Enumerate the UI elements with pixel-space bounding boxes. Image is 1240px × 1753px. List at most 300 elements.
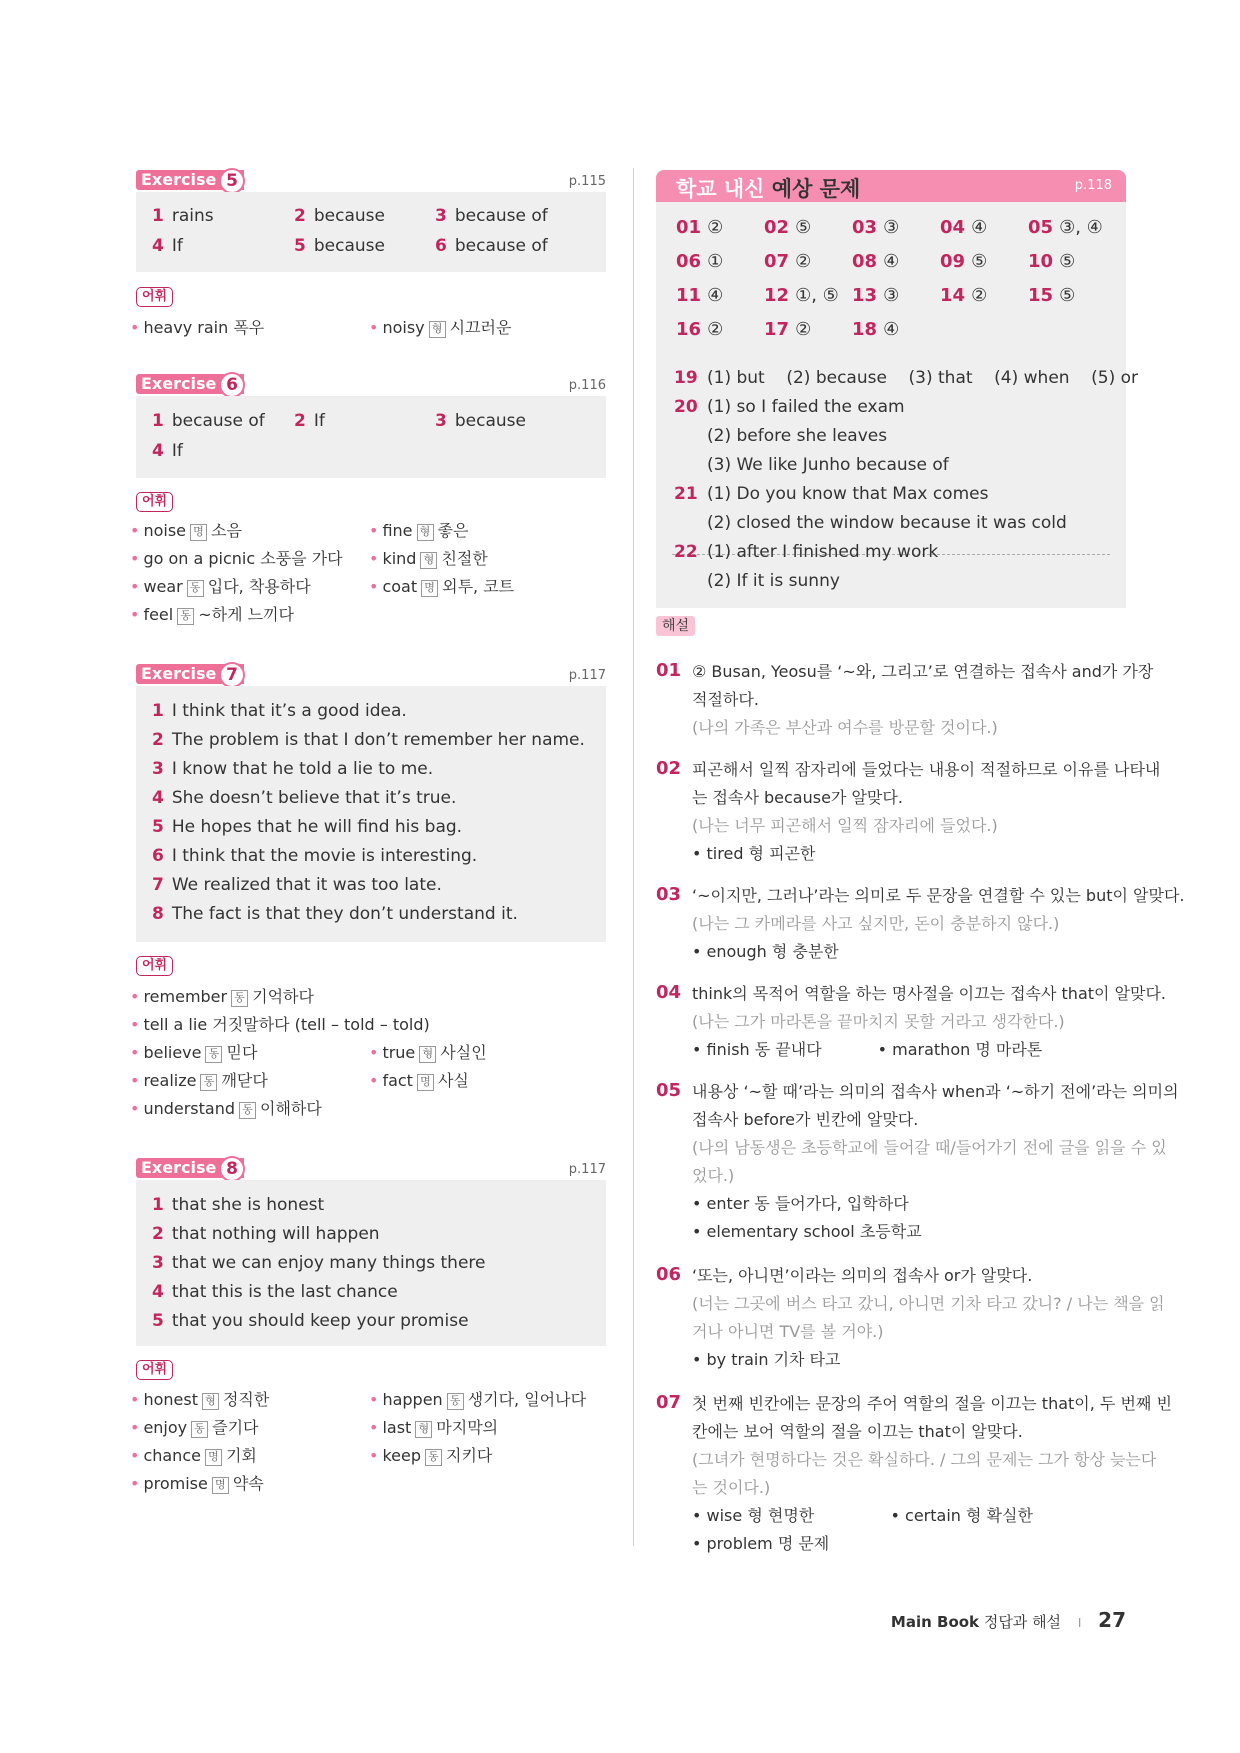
bullet-icon: • [130, 318, 140, 337]
footer-book: Main Book [890, 1613, 980, 1631]
translation-line: (너는 그곳에 버스 타고 갔니, 아니면 기차 타고 갔니? / 나는 책을 읽 [692, 1294, 1165, 1313]
answer-number: 1 [152, 411, 164, 431]
mc-answer [764, 319, 811, 340]
mc-answer [676, 319, 723, 340]
bullet-icon: • [369, 1390, 379, 1409]
ex6-vocab-item [130, 518, 242, 541]
vocab-meaning: 사실 [437, 1071, 469, 1090]
mc-answer [852, 319, 899, 340]
mc-answer [1028, 217, 1103, 238]
short-answer [674, 542, 938, 562]
sentence-text: He hopes that he will find his bag. [171, 817, 463, 837]
answer-text: because of [454, 236, 548, 256]
vocab-meaning: 입다, 착용하다 [207, 577, 311, 596]
ex6-vocab-item [130, 574, 311, 597]
sentence-item [152, 846, 477, 866]
sentence-number: 3 [152, 1253, 164, 1273]
pos-badge: 형 [419, 1046, 436, 1063]
short-text: (2) closed the window because it was cold [707, 513, 1067, 533]
page-footer [891, 1608, 1126, 1632]
footer-separator: I [1077, 1616, 1082, 1630]
sentence-item [152, 1253, 485, 1273]
ex7-page-ref: p.117 [568, 668, 606, 683]
pos-badge: 형 [429, 321, 446, 338]
ex6-vocab-item [369, 518, 468, 541]
pos-badge: 명 [205, 1449, 222, 1466]
answer-text: because [454, 411, 526, 431]
translation-line: (그녀가 현명하다는 것은 확실하다. / 그의 문제는 그가 항상 늦는다 [692, 1450, 1157, 1469]
mc-number: 17 [764, 319, 790, 340]
ex6-answer-box [136, 396, 606, 478]
mc-answer [764, 285, 839, 306]
explanation-line: think의 목적어 역할을 하는 명사절을 이끄는 접속사 that이 알맞다. [692, 984, 1167, 1003]
vocab-meaning: 이해하다 [260, 1099, 322, 1118]
pos-badge: 동 [425, 1449, 442, 1466]
mc-number: 14 [940, 285, 966, 306]
ex8-vocab-item [130, 1471, 264, 1494]
mc-choice: ③, ④ [1059, 217, 1103, 238]
ex6-vocab-item [369, 546, 488, 569]
ex7-label: Exercise [136, 664, 244, 684]
sentence-text: I know that he told a lie to me. [171, 759, 434, 779]
ex8-vocab-item [130, 1443, 257, 1466]
sentence-text: that nothing will happen [171, 1224, 380, 1244]
explanation-number: 01 [656, 660, 682, 681]
ex8-answer-box [136, 1180, 606, 1346]
answer-text: because [313, 236, 385, 256]
vocab-meaning: 즐기다 [212, 1418, 259, 1437]
short-text: (2) If it is sunny [707, 571, 840, 591]
pos-badge: 형 [420, 552, 437, 569]
mc-answer [1028, 285, 1075, 306]
translation-line: (나는 너무 피곤해서 일찍 잠자리에 들었다.) [692, 816, 998, 835]
answer-item [435, 206, 548, 226]
pos-badge: 명 [421, 580, 438, 597]
explanation-number: 04 [656, 982, 682, 1003]
answer-number: 4 [152, 441, 164, 461]
ex5-header [136, 168, 606, 192]
sentence-item [152, 1224, 380, 1244]
bullet-icon: • [369, 318, 379, 337]
short-answer [674, 397, 905, 417]
pos-badge: 형 [202, 1393, 219, 1410]
explanation-line: ② Busan, Yeosu를 ‘~와, 그리고’로 연결하는 접속사 and가 가장 [692, 662, 1154, 681]
explanation-line: ‘~이지만, 그러나’라는 의미로 두 문장을 연결할 수 있는 but이 알맞다. [692, 886, 1185, 905]
vocab-word: believe [143, 1043, 202, 1062]
sentence-text: I think that it’s a good idea. [171, 701, 407, 721]
short-number: 19 [674, 368, 698, 388]
short-number: 20 [674, 397, 698, 417]
vocab-word: chance [143, 1446, 201, 1465]
bullet-icon: • [130, 605, 140, 624]
vocab-meaning: 믿다 [226, 1043, 258, 1062]
pos-badge: 동 [447, 1393, 464, 1410]
ex6-vocab-item [369, 574, 514, 597]
vocab-word: true [382, 1043, 416, 1062]
vocab-meaning: 정직한 [222, 1390, 270, 1409]
short-text: (2) before she leaves [707, 426, 888, 446]
vocab-word: tell a lie [143, 1015, 208, 1034]
mc-choice: ② [795, 251, 812, 272]
exam-title [676, 173, 860, 203]
answer-item [152, 441, 183, 461]
answer-number: 4 [152, 236, 164, 256]
explanation-number: 07 [656, 1392, 682, 1413]
bullet-icon: • [130, 1474, 140, 1493]
explanation-line: 적절하다. [692, 690, 759, 709]
sentence-item [152, 701, 407, 721]
vocab-meaning: 거짓말하다 (tell – told – told) [212, 1015, 430, 1034]
ex8-vocab-item [369, 1443, 492, 1466]
sentence-text: that this is the last chance [171, 1282, 398, 1302]
bullet-icon: • [369, 1043, 379, 1062]
vocab-line: • enough 형 충분한 [692, 942, 839, 961]
answer-number: 2 [294, 206, 306, 226]
mc-choice: ③ [883, 285, 900, 306]
bullet-icon: • [369, 577, 379, 596]
explanation-line: 첫 번째 빈칸에는 문장의 주어 역할의 절을 이끄는 that이, 두 번째 빈 [692, 1394, 1172, 1413]
pos-badge: 동 [231, 990, 248, 1007]
answer-text: because of [171, 411, 265, 431]
mc-answer [940, 251, 987, 272]
vocab-meaning: 사실인 [440, 1043, 487, 1062]
mc-choice: ④ [883, 319, 900, 340]
sentence-item [152, 817, 462, 837]
sentence-number: 2 [152, 1224, 164, 1244]
vocab-word: go on a picnic [143, 549, 256, 568]
sentence-item [152, 875, 442, 895]
sentence-item [152, 759, 433, 779]
mc-answer [852, 251, 899, 272]
vocab-meaning: 깨닫다 [221, 1071, 268, 1090]
ex7-header [136, 662, 606, 686]
vocab-word: honest [143, 1390, 198, 1409]
ex7-vocab-item [130, 1040, 257, 1063]
ex5-answer-box [136, 192, 606, 272]
sentence-number: 8 [152, 904, 164, 924]
vocab-line: • by train 기차 타고 [692, 1350, 841, 1369]
explanation-line: 칸에는 보어 역할의 절을 이끄는 that이 알맞다. [692, 1422, 1023, 1441]
vocab-meaning: 친절한 [441, 549, 488, 568]
ex7-answer-box [136, 686, 606, 942]
sentence-text: that we can enjoy many things there [171, 1253, 486, 1273]
translation-line: (나는 그가 마라톤을 끝마치지 못할 거라고 생각한다.) [692, 1012, 1065, 1031]
ex7-vocab-tag: 어휘 [136, 956, 173, 976]
ex7-vocab-item [130, 1068, 268, 1091]
mc-number: 05 [1028, 217, 1054, 238]
vocab-meaning: 시끄러운 [449, 318, 512, 337]
pos-badge: 동 [191, 1421, 208, 1438]
vocab-word: feel [143, 605, 174, 624]
vocab-word: fact [382, 1071, 413, 1090]
ex8-label: Exercise [136, 1158, 244, 1178]
ex5-vocab-tag: 어휘 [136, 287, 173, 307]
mc-answer [676, 285, 723, 306]
mc-number: 11 [676, 285, 702, 306]
answer-text: because [313, 206, 385, 226]
bullet-icon: • [369, 1446, 379, 1465]
mc-number: 04 [940, 217, 966, 238]
sentence-number: 5 [152, 817, 164, 837]
explanation-line: 내용상 ‘~할 때’라는 의미의 접속사 when과 ‘~하기 전에’라는 의미의 [692, 1082, 1179, 1101]
ex5-number: 5 [219, 168, 245, 194]
vocab-word: fine [382, 521, 413, 540]
vocab-line: • finish 동 끝내다 • marathon 명 마라톤 [692, 1040, 1043, 1059]
short-answer [674, 426, 887, 446]
vocab-meaning: 생기다, 일어나다 [467, 1390, 587, 1409]
mc-choice: ①, ⑤ [795, 285, 839, 306]
translation-line: 거나 아니면 TV를 볼 거야.) [692, 1322, 884, 1341]
ex8-number: 8 [219, 1156, 245, 1182]
pos-badge: 동 [187, 580, 204, 597]
ex5-page-ref: p.115 [568, 174, 606, 189]
sentence-item [152, 788, 456, 808]
sentence-item [152, 1195, 324, 1215]
mc-choice: ④ [971, 217, 988, 238]
answer-text: If [313, 411, 325, 431]
sentence-item [152, 904, 518, 924]
page-number: 27 [1098, 1608, 1126, 1632]
mc-answer [764, 251, 811, 272]
mc-choice: ⑤ [971, 251, 988, 272]
footer-sub: 정답과 해설 [983, 1613, 1062, 1631]
mc-number: 02 [764, 217, 790, 238]
bullet-icon: • [130, 1043, 140, 1062]
mc-number: 07 [764, 251, 790, 272]
answer-text: rains [171, 206, 214, 226]
sentence-number: 1 [152, 1195, 164, 1215]
mc-choice: ① [707, 251, 724, 272]
bullet-icon: • [130, 521, 140, 540]
ex8-vocab-item [369, 1387, 586, 1410]
answer-item [152, 206, 214, 226]
bullet-icon: • [369, 521, 379, 540]
sentence-number: 7 [152, 875, 164, 895]
mc-number: 09 [940, 251, 966, 272]
mc-answer [676, 217, 723, 238]
vocab-word: last [382, 1418, 412, 1437]
bullet-icon: • [369, 549, 379, 568]
vocab-word: heavy rain [143, 318, 229, 337]
mc-choice: ② [795, 319, 812, 340]
bullet-icon: • [130, 987, 140, 1006]
mc-answer [940, 217, 987, 238]
ex8-vocab-tag: 어휘 [136, 1360, 173, 1380]
mc-answer [852, 217, 899, 238]
answer-item [152, 411, 265, 431]
mc-choice: ③ [883, 217, 900, 238]
sentence-text: I think that the movie is interesting. [171, 846, 478, 866]
short-text: (1) after I finished my work [707, 542, 939, 562]
vocab-meaning: 폭우 [233, 318, 265, 337]
pos-badge: 명 [212, 1477, 229, 1494]
answer-text: If [171, 441, 183, 461]
short-number: 21 [674, 484, 698, 504]
pos-badge: 동 [200, 1074, 217, 1091]
bullet-icon: • [130, 1446, 140, 1465]
sentence-number: 4 [152, 1282, 164, 1302]
vocab-meaning: 소풍을 가다 [260, 549, 343, 568]
explanation-number: 06 [656, 1264, 682, 1285]
mc-choice: ② [707, 217, 724, 238]
translation-line: 는 것이다.) [692, 1478, 771, 1497]
mc-number: 03 [852, 217, 878, 238]
mc-answer [940, 285, 987, 306]
sentence-item [152, 1282, 398, 1302]
ex6-vocab-tag: 어휘 [136, 492, 173, 512]
pos-badge: 동 [177, 608, 194, 625]
ex5-vocab-item [130, 315, 264, 338]
sentence-number: 2 [152, 730, 164, 750]
ex8-vocab-item [369, 1415, 498, 1438]
short-answer [674, 484, 988, 504]
vocab-line: • elementary school 초등학교 [692, 1222, 922, 1241]
explanation-line: 피곤해서 일찍 잠자리에 들었다는 내용이 적절하므로 이유를 나타내 [692, 760, 1161, 779]
short-answer [674, 455, 949, 475]
explanation-number: 02 [656, 758, 682, 779]
short-text: (1) but (2) because (3) that (4) when (5) or [707, 368, 1139, 388]
column-divider [633, 168, 634, 1546]
short-number: 22 [674, 542, 698, 562]
sentence-number: 5 [152, 1311, 164, 1331]
ex6-number: 6 [219, 372, 245, 398]
pos-badge: 형 [417, 524, 434, 541]
pos-badge: 명 [417, 1074, 434, 1091]
ex8-vocab-item [130, 1415, 259, 1438]
vocab-word: promise [143, 1474, 208, 1493]
ex8-vocab-item [130, 1387, 269, 1410]
answer-number: 5 [294, 236, 306, 256]
answer-item [294, 236, 385, 256]
mc-number: 13 [852, 285, 878, 306]
answer-item [152, 236, 183, 256]
answer-number: 2 [294, 411, 306, 431]
mc-number: 08 [852, 251, 878, 272]
translation-line: (나는 그 카메라를 사고 싶지만, 돈이 충분하지 않다.) [692, 914, 1060, 933]
mc-choice: ④ [707, 285, 724, 306]
ex8-header [136, 1156, 606, 1180]
pos-badge: 형 [415, 1421, 432, 1438]
explanation-number: 03 [656, 884, 682, 905]
explanation-number: 05 [656, 1080, 682, 1101]
explanation-line: 는 접속사 because가 알맞다. [692, 788, 903, 807]
exam-title-a: 학교 내신 [676, 177, 765, 201]
mc-answer [1028, 251, 1075, 272]
mc-number: 10 [1028, 251, 1054, 272]
answer-item [435, 411, 526, 431]
explanation-line: ‘또는, 아니면’이라는 의미의 접속사 or가 알맞다. [692, 1266, 1033, 1285]
bullet-icon: • [369, 1418, 379, 1437]
sentence-text: that you should keep your promise [171, 1311, 469, 1331]
pos-badge: 동 [239, 1102, 256, 1119]
vocab-meaning: 약속 [232, 1474, 264, 1493]
explanation-tag: 해설 [656, 616, 695, 636]
vocab-line: • wise 형 현명한 • certain 형 확실한 [692, 1506, 1033, 1525]
vocab-meaning: 지키다 [445, 1446, 493, 1465]
answer-number: 3 [435, 411, 447, 431]
vocab-word: remember [143, 987, 228, 1006]
vocab-line: • tired 형 피곤한 [692, 844, 816, 863]
ex6-label: Exercise [136, 374, 244, 394]
vocab-word: noise [143, 521, 186, 540]
mc-number: 15 [1028, 285, 1054, 306]
sentence-number: 4 [152, 788, 164, 808]
short-answer [674, 513, 1067, 533]
vocab-meaning: 기회 [225, 1446, 257, 1465]
answer-item [435, 236, 548, 256]
ex7-vocab-item [130, 1096, 322, 1119]
ex8-page-ref: p.117 [568, 1162, 606, 1177]
answer-item [294, 206, 385, 226]
ex6-header [136, 372, 606, 396]
mc-answer [676, 251, 723, 272]
mc-choice: ② [707, 319, 724, 340]
answer-number: 6 [435, 236, 447, 256]
translation-line: (나의 남동생은 초등학교에 들어갈 때/들어가기 전에 글을 읽을 수 있 [692, 1138, 1167, 1157]
ex6-vocab-item [130, 602, 294, 625]
mc-number: 16 [676, 319, 702, 340]
sentence-number: 3 [152, 759, 164, 779]
mc-number: 01 [676, 217, 702, 238]
sentence-text: She doesn’t believe that it’s true. [171, 788, 457, 808]
ex5-vocab-item [369, 315, 511, 338]
sentence-text: The fact is that they don’t understand it. [171, 904, 518, 924]
vocab-meaning: 좋은 [437, 521, 469, 540]
vocab-word: understand [143, 1099, 236, 1118]
translation-line: 었다.) [692, 1166, 735, 1185]
answer-item [294, 411, 325, 431]
bullet-icon: • [369, 1071, 379, 1090]
bullet-icon: • [130, 1071, 140, 1090]
bullet-icon: • [130, 1418, 140, 1437]
vocab-line: • enter 동 들어가다, 입학하다 [692, 1194, 909, 1213]
bullet-icon: • [130, 577, 140, 596]
pos-badge: 동 [205, 1046, 222, 1063]
explanation-line: 접속사 before가 빈칸에 알맞다. [692, 1110, 919, 1129]
translation-line: (나의 가족은 부산과 여수를 방문할 것이다.) [692, 718, 998, 737]
bullet-icon: • [130, 1099, 140, 1118]
vocab-word: happen [382, 1390, 443, 1409]
pos-badge: 명 [190, 524, 207, 541]
mc-number: 12 [764, 285, 790, 306]
sentence-text: that she is honest [171, 1195, 325, 1215]
vocab-meaning: 마지막의 [436, 1418, 499, 1437]
vocab-line: • problem 명 문제 [692, 1534, 830, 1553]
mc-choice: ⑤ [1059, 251, 1076, 272]
mc-answer [852, 285, 899, 306]
vocab-word: noisy [382, 318, 425, 337]
vocab-word: wear [143, 577, 183, 596]
vocab-word: enjoy [143, 1418, 188, 1437]
vocab-word: keep [382, 1446, 421, 1465]
mc-choice: ② [971, 285, 988, 306]
ex7-vocab-item [130, 1012, 430, 1035]
mc-answer [764, 217, 811, 238]
mc-choice: ④ [883, 251, 900, 272]
vocab-meaning: ~하게 느끼다 [198, 605, 294, 624]
ex7-vocab-item [369, 1040, 487, 1063]
mc-number: 06 [676, 251, 702, 272]
mc-choice: ⑤ [795, 217, 812, 238]
ex6-vocab-item [130, 546, 343, 569]
bullet-icon: • [130, 549, 140, 568]
bullet-icon: • [130, 1390, 140, 1409]
ex7-number: 7 [219, 662, 245, 688]
sentence-number: 6 [152, 846, 164, 866]
vocab-word: coat [382, 577, 418, 596]
short-text: (3) We like Junho because of [707, 455, 949, 475]
vocab-meaning: 소음 [211, 521, 242, 540]
